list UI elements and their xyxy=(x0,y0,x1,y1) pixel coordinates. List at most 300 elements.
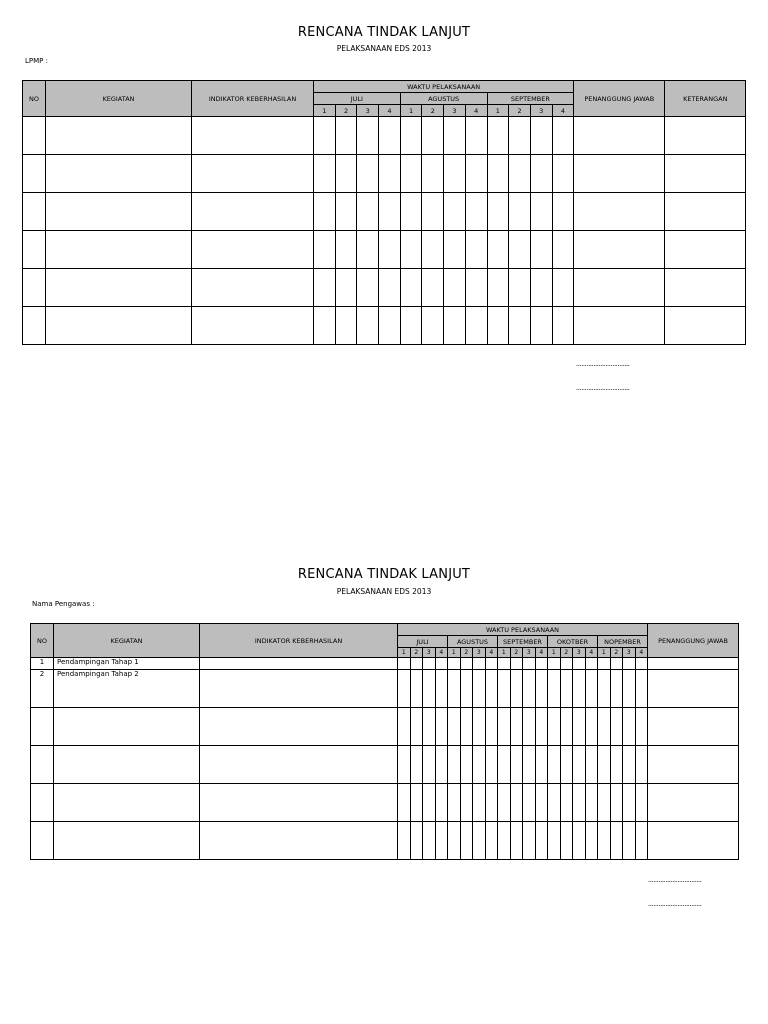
row-week-cell[interactable] xyxy=(598,746,611,784)
row-week-cell[interactable] xyxy=(510,658,523,670)
row-week-cell[interactable] xyxy=(509,193,531,231)
row-week-cell[interactable] xyxy=(509,269,531,307)
row-no-cell[interactable]: 1 xyxy=(31,658,54,670)
row-week-cell[interactable] xyxy=(535,658,548,670)
row-week-cell[interactable] xyxy=(398,784,411,822)
row-week-cell[interactable] xyxy=(635,746,648,784)
row-week-cell[interactable] xyxy=(400,155,422,193)
header-week: 1 xyxy=(400,105,422,117)
row-week-cell[interactable] xyxy=(523,658,536,670)
row-week-cell[interactable] xyxy=(423,784,436,822)
row-week-cell[interactable] xyxy=(410,658,423,670)
row-week-cell[interactable] xyxy=(314,155,336,193)
row-indikator-cell[interactable] xyxy=(200,784,398,822)
row-week-cell[interactable] xyxy=(444,155,466,193)
row-week-cell[interactable] xyxy=(560,784,573,822)
row-week-cell[interactable] xyxy=(535,708,548,746)
row-week-cell[interactable] xyxy=(435,670,448,708)
form2-signature-line: ............................... xyxy=(648,900,702,908)
header-week: 3 xyxy=(444,105,466,117)
row-week-cell[interactable] xyxy=(498,822,511,860)
row-week-cell[interactable] xyxy=(510,784,523,822)
row-week-cell[interactable] xyxy=(585,708,598,746)
row-week-cell[interactable] xyxy=(498,670,511,708)
header-week: 3 xyxy=(473,648,486,658)
row-week-cell[interactable] xyxy=(400,193,422,231)
row-kegiatan-cell[interactable] xyxy=(46,269,192,307)
row-week-cell[interactable] xyxy=(435,784,448,822)
header-no: NO xyxy=(31,624,54,658)
form2-title: RENCANA TINDAK LANJUT xyxy=(297,567,471,582)
row-week-cell[interactable] xyxy=(314,193,336,231)
row-week-cell[interactable] xyxy=(435,708,448,746)
row-week-cell[interactable] xyxy=(510,822,523,860)
row-penanggung-jawab-cell[interactable] xyxy=(574,117,665,155)
row-no-cell[interactable] xyxy=(31,784,54,822)
row-week-cell[interactable] xyxy=(473,784,486,822)
row-week-cell[interactable] xyxy=(460,746,473,784)
row-week-cell[interactable] xyxy=(585,658,598,670)
table-row xyxy=(31,784,739,822)
row-week-cell[interactable] xyxy=(379,155,401,193)
row-week-cell[interactable] xyxy=(509,307,531,345)
row-week-cell[interactable] xyxy=(423,658,436,670)
row-keterangan-cell[interactable] xyxy=(665,117,746,155)
row-week-cell[interactable] xyxy=(560,746,573,784)
row-penanggung-jawab-cell[interactable] xyxy=(648,670,739,708)
row-week-cell[interactable] xyxy=(523,746,536,784)
header-week: 3 xyxy=(623,648,636,658)
row-week-cell[interactable] xyxy=(510,670,523,708)
row-week-cell[interactable] xyxy=(560,670,573,708)
row-indikator-cell[interactable] xyxy=(192,155,314,193)
header-waktu: WAKTU PELAKSANAAN xyxy=(398,624,648,636)
row-week-cell[interactable] xyxy=(530,117,552,155)
row-week-cell[interactable] xyxy=(444,117,466,155)
row-week-cell[interactable] xyxy=(400,307,422,345)
row-week-cell[interactable] xyxy=(573,670,586,708)
row-week-cell[interactable] xyxy=(448,822,461,860)
row-week-cell[interactable] xyxy=(485,784,498,822)
row-indikator-cell[interactable] xyxy=(200,658,398,670)
form2-table xyxy=(30,623,739,860)
header-week: 2 xyxy=(509,105,531,117)
row-week-cell[interactable] xyxy=(357,231,379,269)
row-kegiatan-cell[interactable] xyxy=(46,193,192,231)
row-no-cell[interactable] xyxy=(23,231,46,269)
row-week-cell[interactable] xyxy=(423,708,436,746)
row-week-cell[interactable] xyxy=(623,822,636,860)
row-week-cell[interactable] xyxy=(422,155,444,193)
row-week-cell[interactable] xyxy=(573,784,586,822)
row-week-cell[interactable] xyxy=(585,746,598,784)
row-indikator-cell[interactable] xyxy=(192,193,314,231)
row-keterangan-cell[interactable] xyxy=(665,155,746,193)
row-week-cell[interactable] xyxy=(610,746,623,784)
header-month: AGUSTUS xyxy=(400,93,487,105)
row-week-cell[interactable] xyxy=(498,746,511,784)
row-penanggung-jawab-cell[interactable] xyxy=(648,746,739,784)
row-week-cell[interactable] xyxy=(423,670,436,708)
row-week-cell[interactable] xyxy=(423,822,436,860)
row-keterangan-cell[interactable] xyxy=(665,231,746,269)
row-week-cell[interactable] xyxy=(487,269,509,307)
row-week-cell[interactable] xyxy=(473,746,486,784)
row-week-cell[interactable] xyxy=(379,307,401,345)
row-penanggung-jawab-cell[interactable] xyxy=(648,784,739,822)
row-week-cell[interactable] xyxy=(444,269,466,307)
row-week-cell[interactable] xyxy=(444,193,466,231)
row-week-cell[interactable] xyxy=(422,307,444,345)
row-week-cell[interactable] xyxy=(535,746,548,784)
row-week-cell[interactable] xyxy=(448,784,461,822)
header-week: 3 xyxy=(523,648,536,658)
row-penanggung-jawab-cell[interactable] xyxy=(574,231,665,269)
row-week-cell[interactable] xyxy=(552,155,574,193)
row-week-cell[interactable] xyxy=(635,822,648,860)
row-week-cell[interactable] xyxy=(379,269,401,307)
header-week: 2 xyxy=(460,648,473,658)
row-week-cell[interactable] xyxy=(435,822,448,860)
row-week-cell[interactable] xyxy=(357,117,379,155)
row-week-cell[interactable] xyxy=(560,658,573,670)
header-week: 4 xyxy=(435,648,448,658)
row-week-cell[interactable] xyxy=(357,193,379,231)
row-week-cell[interactable] xyxy=(357,155,379,193)
row-week-cell[interactable] xyxy=(585,822,598,860)
row-indikator-cell[interactable] xyxy=(192,269,314,307)
header-week: 4 xyxy=(485,648,498,658)
form1-lpmp-label: LPMP : xyxy=(25,57,48,65)
row-week-cell[interactable] xyxy=(314,269,336,307)
row-week-cell[interactable] xyxy=(435,658,448,670)
row-week-cell[interactable] xyxy=(530,307,552,345)
row-penanggung-jawab-cell[interactable] xyxy=(574,307,665,345)
header-week: 4 xyxy=(465,105,487,117)
row-week-cell[interactable] xyxy=(398,670,411,708)
row-week-cell[interactable] xyxy=(485,670,498,708)
row-no-cell[interactable] xyxy=(23,193,46,231)
row-week-cell[interactable] xyxy=(487,117,509,155)
row-week-cell[interactable] xyxy=(335,269,357,307)
row-no-cell[interactable] xyxy=(31,708,54,746)
table-row xyxy=(23,193,746,231)
row-no-cell[interactable] xyxy=(23,269,46,307)
row-no-cell[interactable] xyxy=(31,746,54,784)
row-keterangan-cell[interactable] xyxy=(665,269,746,307)
row-kegiatan-cell[interactable] xyxy=(46,231,192,269)
row-week-cell[interactable] xyxy=(448,670,461,708)
table-row xyxy=(23,231,746,269)
row-week-cell[interactable] xyxy=(535,784,548,822)
row-week-cell[interactable] xyxy=(552,117,574,155)
row-indikator-cell[interactable] xyxy=(200,708,398,746)
row-week-cell[interactable] xyxy=(530,155,552,193)
form2-signature-line: ............................... xyxy=(648,876,702,884)
form2-subtitle: PELAKSANAAN EDS 2013 xyxy=(336,587,432,596)
row-kegiatan-cell[interactable] xyxy=(46,155,192,193)
row-indikator-cell[interactable] xyxy=(192,231,314,269)
row-week-cell[interactable] xyxy=(548,822,561,860)
header-week: 2 xyxy=(560,648,573,658)
row-week-cell[interactable] xyxy=(535,822,548,860)
header-week: 4 xyxy=(585,648,598,658)
row-week-cell[interactable] xyxy=(598,658,611,670)
row-no-cell[interactable] xyxy=(31,822,54,860)
row-no-cell[interactable] xyxy=(23,117,46,155)
row-week-cell[interactable] xyxy=(623,658,636,670)
row-week-cell[interactable] xyxy=(335,193,357,231)
form1-title: RENCANA TINDAK LANJUT xyxy=(297,25,471,40)
row-week-cell[interactable] xyxy=(635,708,648,746)
row-week-cell[interactable] xyxy=(530,269,552,307)
row-week-cell[interactable] xyxy=(314,307,336,345)
row-week-cell[interactable] xyxy=(498,784,511,822)
header-week: 1 xyxy=(548,648,561,658)
row-week-cell[interactable] xyxy=(314,117,336,155)
header-keterangan: KETERANGAN xyxy=(665,81,746,117)
form1-signature-line: ............................... xyxy=(576,384,630,392)
row-indikator-cell[interactable] xyxy=(192,307,314,345)
header-week: 3 xyxy=(357,105,379,117)
row-week-cell[interactable] xyxy=(465,231,487,269)
row-kegiatan-cell[interactable] xyxy=(54,746,200,784)
row-week-cell[interactable] xyxy=(335,117,357,155)
header-indikator: INDIKATOR KEBERHASILAN xyxy=(192,81,314,117)
row-week-cell[interactable] xyxy=(487,193,509,231)
row-week-cell[interactable] xyxy=(460,822,473,860)
row-week-cell[interactable] xyxy=(410,670,423,708)
row-week-cell[interactable] xyxy=(523,822,536,860)
row-week-cell[interactable] xyxy=(400,269,422,307)
row-week-cell[interactable] xyxy=(548,746,561,784)
row-week-cell[interactable] xyxy=(635,658,648,670)
row-week-cell[interactable] xyxy=(314,231,336,269)
row-week-cell[interactable] xyxy=(510,746,523,784)
row-week-cell[interactable] xyxy=(410,822,423,860)
row-week-cell[interactable] xyxy=(610,822,623,860)
row-week-cell[interactable] xyxy=(623,670,636,708)
row-kegiatan-cell[interactable] xyxy=(46,117,192,155)
row-week-cell[interactable] xyxy=(435,746,448,784)
row-week-cell[interactable] xyxy=(623,784,636,822)
row-week-cell[interactable] xyxy=(357,269,379,307)
row-week-cell[interactable] xyxy=(422,193,444,231)
row-week-cell[interactable] xyxy=(573,708,586,746)
row-kegiatan-cell[interactable] xyxy=(54,822,200,860)
row-indikator-cell[interactable] xyxy=(192,117,314,155)
row-week-cell[interactable] xyxy=(398,746,411,784)
row-week-cell[interactable] xyxy=(573,746,586,784)
row-week-cell[interactable] xyxy=(473,822,486,860)
row-week-cell[interactable] xyxy=(523,708,536,746)
table-row xyxy=(23,117,746,155)
row-week-cell[interactable] xyxy=(610,708,623,746)
row-week-cell[interactable] xyxy=(552,269,574,307)
row-week-cell[interactable] xyxy=(448,746,461,784)
row-penanggung-jawab-cell[interactable] xyxy=(574,193,665,231)
row-week-cell[interactable] xyxy=(422,231,444,269)
row-week-cell[interactable] xyxy=(487,231,509,269)
row-week-cell[interactable] xyxy=(465,155,487,193)
row-week-cell[interactable] xyxy=(623,746,636,784)
row-week-cell[interactable] xyxy=(460,784,473,822)
header-month: NOPEMBER xyxy=(598,636,648,648)
header-penanggung-jawab: PENANGGUNG JAWAB xyxy=(574,81,665,117)
row-week-cell[interactable] xyxy=(460,658,473,670)
row-indikator-cell[interactable] xyxy=(200,670,398,708)
row-week-cell[interactable] xyxy=(598,784,611,822)
row-kegiatan-cell[interactable] xyxy=(54,708,200,746)
row-week-cell[interactable] xyxy=(410,784,423,822)
row-week-cell[interactable] xyxy=(585,670,598,708)
row-week-cell[interactable] xyxy=(523,670,536,708)
header-no: NO xyxy=(23,81,46,117)
row-week-cell[interactable] xyxy=(509,231,531,269)
row-week-cell[interactable] xyxy=(398,708,411,746)
row-no-cell[interactable] xyxy=(23,307,46,345)
row-penanggung-jawab-cell[interactable] xyxy=(648,658,739,670)
form1-table xyxy=(22,80,746,345)
row-no-cell[interactable]: 2 xyxy=(31,670,54,708)
row-week-cell[interactable] xyxy=(465,307,487,345)
row-week-cell[interactable] xyxy=(335,307,357,345)
row-penanggung-jawab-cell[interactable] xyxy=(648,708,739,746)
row-week-cell[interactable] xyxy=(379,193,401,231)
row-week-cell[interactable] xyxy=(598,708,611,746)
row-week-cell[interactable] xyxy=(498,708,511,746)
row-week-cell[interactable] xyxy=(548,784,561,822)
row-week-cell[interactable] xyxy=(573,822,586,860)
row-kegiatan-cell[interactable]: Pendampingan Tahap 1 xyxy=(54,658,200,670)
row-week-cell[interactable] xyxy=(598,822,611,860)
row-week-cell[interactable] xyxy=(610,670,623,708)
row-week-cell[interactable] xyxy=(448,708,461,746)
row-indikator-cell[interactable] xyxy=(200,822,398,860)
row-week-cell[interactable] xyxy=(422,117,444,155)
row-kegiatan-cell[interactable]: Pendampingan Tahap 2 xyxy=(54,670,200,708)
row-week-cell[interactable] xyxy=(448,658,461,670)
row-week-cell[interactable] xyxy=(509,155,531,193)
row-week-cell[interactable] xyxy=(410,746,423,784)
row-week-cell[interactable] xyxy=(548,708,561,746)
row-week-cell[interactable] xyxy=(485,658,498,670)
row-week-cell[interactable] xyxy=(400,117,422,155)
header-month: AGUSTUS xyxy=(448,636,498,648)
header-week: 1 xyxy=(314,105,336,117)
header-indikator: INDIKATOR KEBERHASILAN xyxy=(200,624,398,658)
header-waktu: WAKTU PELAKSANAAN xyxy=(314,81,574,93)
row-week-cell[interactable] xyxy=(444,307,466,345)
row-week-cell[interactable] xyxy=(548,658,561,670)
row-week-cell[interactable] xyxy=(635,670,648,708)
header-week: 4 xyxy=(635,648,648,658)
header-penanggung-jawab: PENANGGUNG JAWAB xyxy=(648,624,739,658)
row-week-cell[interactable] xyxy=(398,658,411,670)
row-no-cell[interactable] xyxy=(23,155,46,193)
row-week-cell[interactable] xyxy=(509,117,531,155)
row-week-cell[interactable] xyxy=(379,231,401,269)
header-kegiatan: KEGIATAN xyxy=(54,624,200,658)
row-week-cell[interactable] xyxy=(610,784,623,822)
row-week-cell[interactable] xyxy=(535,670,548,708)
table-row xyxy=(31,670,739,708)
header-week: 2 xyxy=(422,105,444,117)
row-week-cell[interactable] xyxy=(335,231,357,269)
row-week-cell[interactable] xyxy=(473,670,486,708)
header-week: 1 xyxy=(598,648,611,658)
row-week-cell[interactable] xyxy=(465,269,487,307)
row-week-cell[interactable] xyxy=(423,746,436,784)
row-week-cell[interactable] xyxy=(573,658,586,670)
row-week-cell[interactable] xyxy=(623,708,636,746)
row-week-cell[interactable] xyxy=(610,658,623,670)
row-week-cell[interactable] xyxy=(465,117,487,155)
row-week-cell[interactable] xyxy=(410,708,423,746)
header-month: JULI xyxy=(314,93,401,105)
row-week-cell[interactable] xyxy=(552,307,574,345)
row-week-cell[interactable] xyxy=(485,746,498,784)
row-week-cell[interactable] xyxy=(400,231,422,269)
row-week-cell[interactable] xyxy=(487,155,509,193)
row-week-cell[interactable] xyxy=(460,670,473,708)
row-week-cell[interactable] xyxy=(498,658,511,670)
table-row xyxy=(23,269,746,307)
row-week-cell[interactable] xyxy=(485,708,498,746)
row-week-cell[interactable] xyxy=(460,708,473,746)
row-keterangan-cell[interactable] xyxy=(665,193,746,231)
row-week-cell[interactable] xyxy=(487,307,509,345)
row-week-cell[interactable] xyxy=(552,231,574,269)
header-week: 4 xyxy=(552,105,574,117)
row-week-cell[interactable] xyxy=(635,784,648,822)
row-week-cell[interactable] xyxy=(552,193,574,231)
row-kegiatan-cell[interactable] xyxy=(46,307,192,345)
row-week-cell[interactable] xyxy=(523,784,536,822)
row-penanggung-jawab-cell[interactable] xyxy=(648,822,739,860)
row-week-cell[interactable] xyxy=(548,670,561,708)
row-week-cell[interactable] xyxy=(560,708,573,746)
row-week-cell[interactable] xyxy=(379,117,401,155)
row-kegiatan-cell[interactable] xyxy=(54,784,200,822)
row-week-cell[interactable] xyxy=(357,307,379,345)
row-penanggung-jawab-cell[interactable] xyxy=(574,269,665,307)
header-month: SEPTEMBER xyxy=(487,93,574,105)
header-month: SEPTEMBER xyxy=(498,636,548,648)
row-week-cell[interactable] xyxy=(465,193,487,231)
row-week-cell[interactable] xyxy=(473,708,486,746)
row-week-cell[interactable] xyxy=(398,822,411,860)
row-week-cell[interactable] xyxy=(530,193,552,231)
row-week-cell[interactable] xyxy=(335,155,357,193)
row-week-cell[interactable] xyxy=(598,670,611,708)
row-week-cell[interactable] xyxy=(485,822,498,860)
header-week: 1 xyxy=(487,105,509,117)
row-week-cell[interactable] xyxy=(560,822,573,860)
row-week-cell[interactable] xyxy=(530,231,552,269)
row-week-cell[interactable] xyxy=(510,708,523,746)
row-penanggung-jawab-cell[interactable] xyxy=(574,155,665,193)
row-week-cell[interactable] xyxy=(444,231,466,269)
row-week-cell[interactable] xyxy=(422,269,444,307)
row-week-cell[interactable] xyxy=(473,658,486,670)
row-keterangan-cell[interactable] xyxy=(665,307,746,345)
header-week: 2 xyxy=(335,105,357,117)
form2-pengawas-label: Nama Pengawas : xyxy=(32,600,95,608)
row-week-cell[interactable] xyxy=(585,784,598,822)
row-indikator-cell[interactable] xyxy=(200,746,398,784)
header-week: 3 xyxy=(423,648,436,658)
